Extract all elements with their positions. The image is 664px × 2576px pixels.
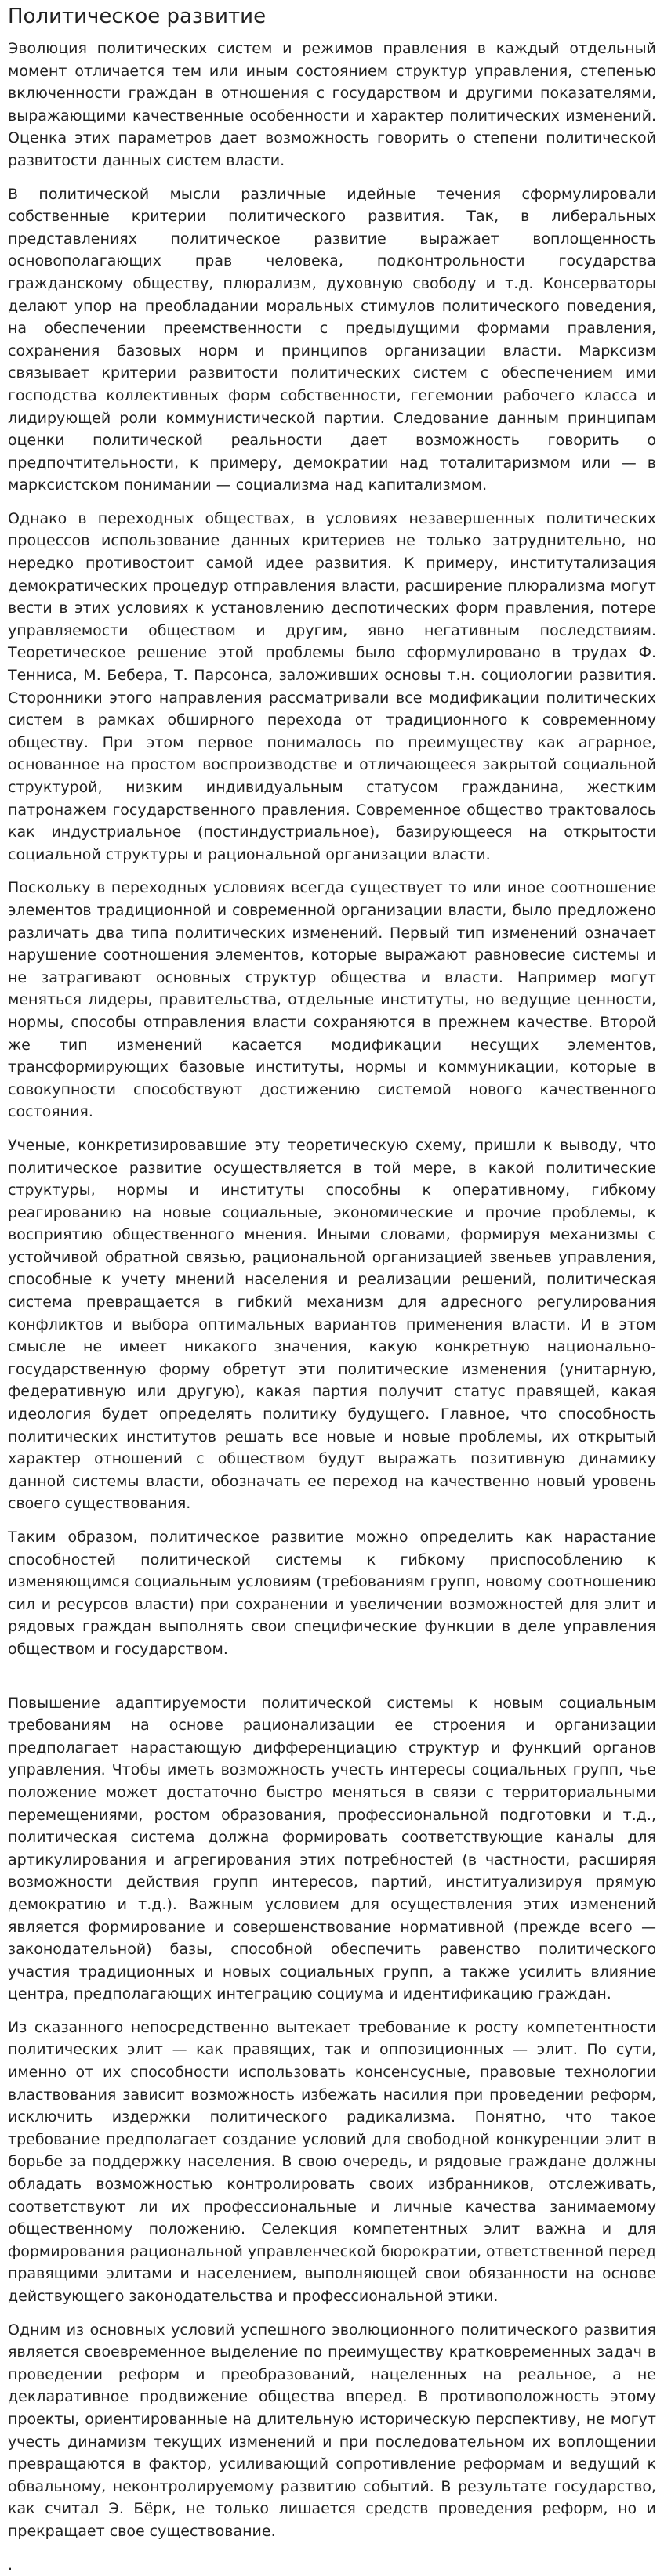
paragraph: Эволюция политических систем и режимов правления в каждый отдельный момент отличается тем или иным состоянием структур управления, степенью включенности граждан в отношения с государством и другими показателями, выражающими качественные особенности и характер политических изменений. Оценка этих параметров дает возможность говорить о степени политической развитости данных систем власти.: [8, 40, 656, 169]
article: [8, 3, 656, 2576]
paragraph: Из сказанного непосредственно вытекает требование к росту компетентности политических элит — как правящих, так и оппозиционных — элит. По сути, именно от их способности использовать консенсусные, правовые технологии властвования зависит возможность избежать насилия при проведении реформ, исключить издержки политического радикализма. Понятно, что такое требование предполагает создание условий для свободной конкуренции элит в борьбе за поддержку населения. В свою очередь, и рядовые граждане должны обладать возможностью контролировать своих избранников, отслеживать, соответствуют ли их профессиональные и личные качества занимаемому общественному положению. Селекция компетентных элит важна и для формирования рациональной управленческой бюрократии, ответственной перед правящими элитами и населением, выполняющей свои обязанности на основе действующего законодательства и профессиональной этики.: [8, 2018, 656, 2305]
paragraph: В политической мысли различные идейные течения сформулировали собственные критерии политического развития. Так, в либеральных представлениях политическое развитие выражает воплощенность основополагающих прав человека, подконтрольности государства гражданскому обществу, плюрализм, духовную свободу и т.д. Консерваторы делают упор на преобладании моральных стимулов политического поведения, на обеспечении преемственности с предыдущими формами правления, сохранения базовых норм и принципов организации власти. Марксизм связывает критерии развитости политических систем с обеспечением ими господства коллективных форм собственности, гегемонии рабочего класса и лидирующей роли коммунистической партии. Следование данным принципам оценки политической реальности дает возможность говорить о предпочтительности, к примеру, демократии над тоталитаризмом или — в марксистском понимании — социализма над капитализмом.: [8, 185, 656, 494]
paragraph: Ученые, конкретизировавшие эту теоретическую схему, пришли к выводу, что политическое развитие осуществляется в той мере, в какой политические структуры, нормы и институты способны к оперативному, гибкому реагированию на новые социальные, экономические и прочие проблемы, к восприятию общественного мнения. Иными словами, формируя механизмы с устойчивой обратной связью, рациональной организацией звеньев управления, способные к учету мнений населения и реализации решений, политическая система превращается в гибкий механизм для адресного регулирования конфликтов и выбора оптимальных вариантов применения власти. И в этом смысле не имеет никакого значения, какую конкретную национально-государственную форму обретут эти политические изменения (унитарную, федеративную или другую), какая партия получит статус правящей, какая идеология будет определять политику будущего. Главное, что способность политических институтов решать все новые и новые проблемы, их открытый характер отношений с обществом будут выражать позитивную динамику данной системы власти, обозначать ее переход на качественно новый уровень своего существования.: [8, 1136, 656, 1513]
paragraph: Однако в переходных обществах, в условиях незавершенных политических процессов использование данных критериев не только затруднительно, но нередко противостоит самой идее развития. К примеру, институтализация демократических процедур отправления власти, расширение плюрализма могут вести в этих условиях к установлению деспотических форм правления, потере управляемости обществом и другим, явно негативным последствиям. Теоретическое решение этой проблемы было сформулировано в трудах Ф. Тенниса, М. Бебера, Т. Парсонса, заложивших основы т.н. социологии развития. Сторонники этого направления рассматривали все модификации политических систем в рамках обширного перехода от традиционного к современному обществу. При этом первое понималось по преимуществу как аграрное, основанное на простом воспроизводстве и отличающееся закрытой социальной структурой, низким индивидуальным статусом гражданина, жестким патронажем государственного правления. Современное общество трактовалось как индустриальное (постиндустриальное), базирующееся на открытости социальной структуры и рациональной организации власти.: [8, 509, 656, 863]
paragraph: Поскольку в переходных условиях всегда существует то или иное соотношение элементов традиционной и современной организации власти, было предложено различать два типа политических изменений. Первый тип изменений означает нарушение соотношения элементов, которые выражают равновесие системы и не затрагивают основных структур общества и власти. Например могут меняться лидеры, правительства, отдельные институты, но ведущие ценности, нормы, способы отправления власти сохраняются в прежнем качестве. Второй же тип изменений касается модификации несущих элементов, трансформирующих базовые институты, нормы и коммуникации, которые в совокупности способствуют достижению системой нового качественного состояния.: [8, 879, 656, 1121]
paragraph: Повышение адаптируемости политической системы к новым социальным требованиям на основе рационализации ее строения и организации предполагает нарастающую дифференциацию структур и функций органов управления. Чтобы иметь возможность учесть интересы социальных групп, чье положение может достаточно быстро меняться в связи с территориальными перемещениями, ростом образования, профессиональной подготовки и т.д., политическая система должна формировать соответствующие каналы для артикулирования и агрегирования этих потребностей (в частности, расширяя возможности действия групп интересов, партий, институализируя прямую демократию и т.д.). Важным условием для осуществления этих изменений является формирование и совершенствование нормативной (прежде всего — законодательной) базы, способной обеспечить равенство политического участия традиционных и новых социальных групп, а также усилить влияние центра, предполагающих интеграцию социума и идентификацию граждан.: [8, 1694, 656, 2003]
paragraph: Таким образом, политическое развитие можно определить как нарастание способностей политической системы к гибкому приспособлению к изменяющимся социальным условиям (требованиям групп, новому соотношению сил и ресурсов власти) при сохранении и увеличении возможностей для элит и рядовых граждан выполнять свои специфические функции в деле управления обществом и государством.: [8, 1529, 656, 1658]
paragraph: Одним из основных условий успешного эволюционного политического развития является своевременное выделение по преимуществу кратковременных задач в проведении реформ и преобразований, нацеленных на реальное, а не декларативное продвижение общества вперед. В противоположность этому проекты, ориентированные на длительную историческую перспективу, не могут учесть динамизм текущих изменений и при последовательном их воплощении превращаются в фактор, усиливающий сопротивление реформам и ведущий к обвальному, неконтролируемому развитию событий. В результате государство, как считал Э. Бёрк, не только лишается средств проведения реформ, но и прекращает свое существование.: [8, 2321, 656, 2540]
article-title: Политическое развитие: [8, 5, 267, 28]
trailing-mark: .: [8, 2556, 13, 2574]
